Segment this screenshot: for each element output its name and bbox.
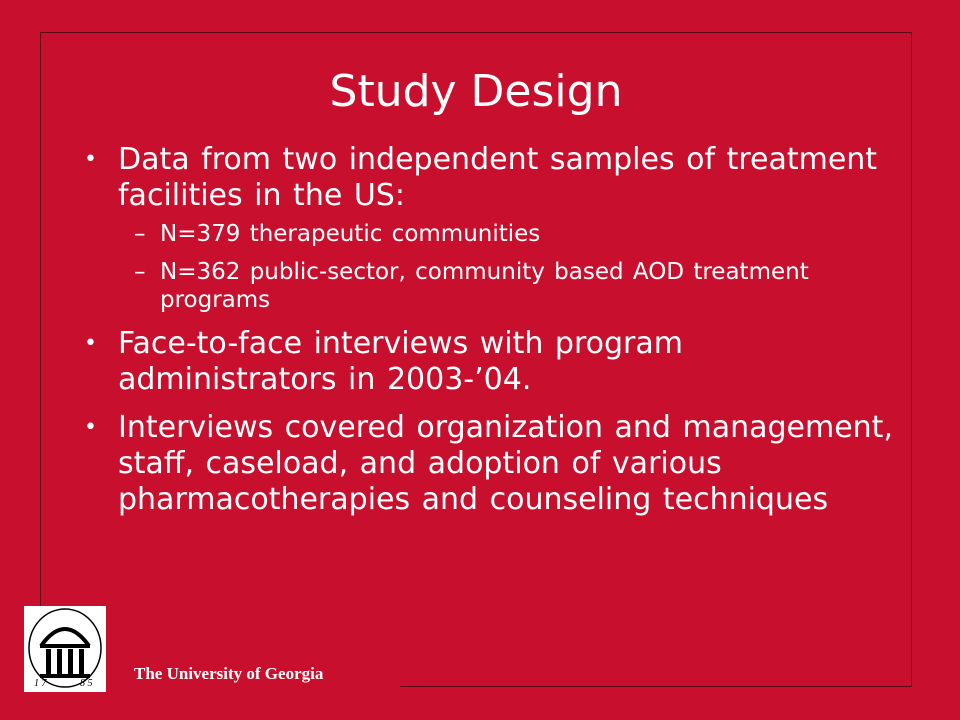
slide-title: Study Design: [329, 66, 623, 117]
bullet-text: Data from two independent samples of treatment facilities in the US:: [118, 142, 878, 213]
logo-year-left: 1 7: [34, 678, 47, 689]
university-name: The University of Georgia: [134, 664, 324, 683]
sub-bullet-dash: –: [134, 221, 146, 247]
sub-bullet-list: [118, 220, 900, 314]
bullet-item: [80, 326, 900, 398]
bullet-dot: •: [84, 415, 97, 440]
bullet-item: [80, 142, 900, 314]
sub-bullet-text: N=362 public-sector, community based AOD treatment programs: [160, 259, 809, 313]
bullet-list: [80, 142, 900, 530]
university-logo: [24, 606, 106, 692]
arch-columns-seal-icon: [24, 606, 106, 692]
sub-bullet-dash: –: [134, 259, 146, 285]
logo-year-right: 8 5: [80, 678, 93, 689]
sub-bullet-text: N=379 therapeutic communities: [160, 221, 541, 247]
sub-bullet-item: [118, 258, 900, 314]
bullet-item: [80, 410, 900, 518]
bullet-text: Interviews covered organization and management, staff, caseload, and adoption of various pharmacotherapies and counseling techniques: [118, 410, 893, 517]
bullet-dot: •: [84, 147, 97, 172]
bullet-text: Face-to-face interviews with program administrators in 2003-’04.: [118, 326, 683, 397]
sub-bullet-item: [118, 220, 900, 248]
bullet-dot: •: [84, 331, 97, 356]
slide-frame-bottom-line: [400, 686, 912, 687]
